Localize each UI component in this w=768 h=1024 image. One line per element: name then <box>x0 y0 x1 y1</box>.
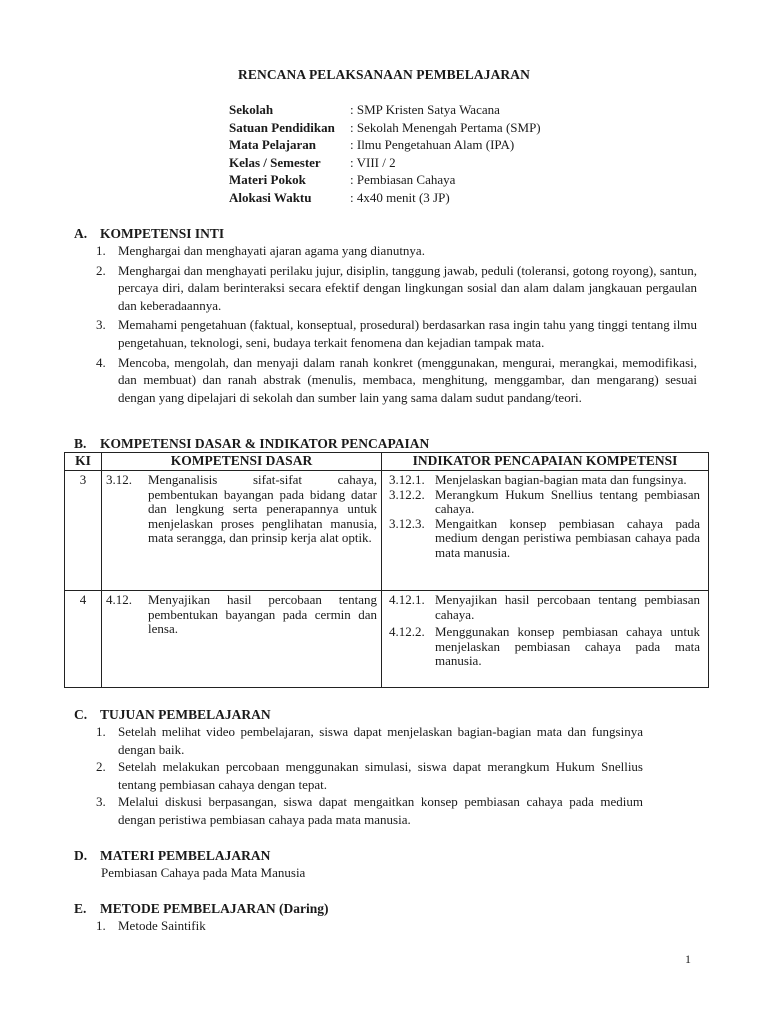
list-number: 2. <box>96 759 106 775</box>
section-title: KOMPETENSI DASAR & INDIKATOR PENCAPAIAN <box>100 436 430 451</box>
list-text: Memahami pengetahuan (faktual, konseptual, prosedural) berdasarkan rasa ingin tahu yang tinggi tentang ilmu pengetahuan, teknologi, seni, budaya terkait fenomena dan kejadian tampak mata. <box>118 317 697 350</box>
list-item <box>96 758 643 793</box>
page-number: 1 <box>685 952 691 966</box>
list-number: 1. <box>96 724 106 739</box>
list-text: Setelah melakukan percobaan menggunakan simulasi, siswa dapat merangkum Hukum Snellius tentang pembiasan cahaya dengan tepat. <box>118 759 643 792</box>
tujuan-list <box>96 723 643 829</box>
section-letter: A. <box>74 226 88 241</box>
column-header-ki: KI <box>65 453 102 471</box>
list-item <box>96 316 697 351</box>
ipk-cell <box>382 591 709 688</box>
identity-value: : Pembiasan Cahaya <box>350 172 456 188</box>
identity-row <box>229 119 541 137</box>
identity-value: : Sekolah Menengah Pertama (SMP) <box>350 119 541 135</box>
ipk-cell <box>382 471 709 591</box>
list-text: Menghargai dan menghayati ajaran agama yang dianutnya. <box>118 243 425 258</box>
identity-value: : VIII / 2 <box>350 154 396 170</box>
table-row <box>65 591 709 688</box>
list-item <box>96 242 697 260</box>
list-item <box>96 262 697 315</box>
list-item <box>96 354 697 407</box>
section-d-heading <box>74 847 270 865</box>
kd-cell <box>102 591 382 688</box>
identity-value: : SMP Kristen Satya Wacana <box>350 102 500 117</box>
ipk-code: 3.12.2. <box>389 486 425 502</box>
list-number: 2. <box>96 262 106 278</box>
section-letter: C. <box>74 707 88 722</box>
ipk-item <box>389 473 700 488</box>
list-item <box>96 793 643 828</box>
section-letter: B. <box>74 436 87 451</box>
ipk-item <box>389 517 700 561</box>
metode-list <box>96 917 496 935</box>
ipk-text: Menjelaskan bagian-bagian mata dan fungsinya. <box>435 472 687 487</box>
section-letter: E. <box>74 901 87 916</box>
list-text: Menghargai dan menghayati perilaku jujur, disiplin, tanggung jawab, peduli (toleransi, gotong royong), santun, percaya diri, dalam berinteraksi secara efektif dengan lingkungan sosial dan alam dalam jangkauan pergaulan dan keberadaannya. <box>118 262 697 313</box>
section-title: KOMPETENSI INTI <box>100 226 225 241</box>
section-letter: D. <box>74 848 88 863</box>
ipk-text: Menyajikan hasil percobaan tentang pembiasan cahaya. <box>435 592 700 622</box>
section-e-heading <box>74 900 329 918</box>
identity-label: Satuan Pendidikan <box>229 119 335 135</box>
column-header-ipk: INDIKATOR PENCAPAIAN KOMPETENSI <box>382 453 709 471</box>
list-number: 1. <box>96 243 106 258</box>
ipk-text: Menggunakan konsep pembiasan cahaya untuk menjelaskan pembiasan cahaya pada mata manusia. <box>435 624 700 669</box>
identity-row <box>229 154 541 172</box>
list-text: Setelah melihat video pembelajaran, siswa dapat menjelaskan bagian-bagian mata dan fungsinya dengan baik. <box>118 724 643 757</box>
document-title: RENCANA PELAKSANAAN PEMBELAJARAN <box>238 67 530 82</box>
materi-text: Pembiasan Cahaya pada Mata Manusia <box>101 865 306 880</box>
table-row <box>65 471 709 591</box>
ipk-code: 3.12.1. <box>389 472 425 487</box>
kd-text: Menganalisis sifat-sifat cahaya, pembentukan bayangan pada bidang datar dan lengkung serta penerapannya untuk menjelaskan proses penglihatan manusia, mata serangga, dan prinsip kerja alat optik. <box>148 472 377 546</box>
kompetensi-inti-list <box>96 242 697 406</box>
identity-label: Materi Pokok <box>229 172 306 188</box>
ipk-text: Merangkum Hukum Snellius tentang pembiasan cahaya. <box>435 486 700 517</box>
ki-cell: 4 <box>65 591 102 688</box>
section-b-heading <box>74 435 429 453</box>
ipk-code: 4.12.1. <box>389 592 425 607</box>
kd-code: 3.12. <box>106 472 132 487</box>
ki-cell: 3 <box>65 471 102 591</box>
list-text: Mencoba, mengolah, dan menyaji dalam ranah konkret (menggunakan, mengurai, merangkai, memodifikasi, dan membuat) dan ranah abstrak (menulis, membaca, menghitung, menggambar, dan mengarang) sesuai dengan yang dipelajari di sekolah dan sumber lain yang sama dalam sudut pandang/teori. <box>118 354 697 405</box>
section-c-heading <box>74 706 271 724</box>
ipk-item <box>389 625 700 669</box>
list-item <box>96 723 643 758</box>
ipk-item <box>389 593 700 622</box>
kd-code: 4.12. <box>106 592 132 607</box>
section-a-heading <box>74 225 224 243</box>
list-text: Metode Saintifik <box>118 918 206 933</box>
identity-row <box>229 171 541 189</box>
ipk-item <box>389 488 700 517</box>
list-number: 3. <box>96 317 106 333</box>
ipk-text: Mengaitkan konsep pembiasan cahaya pada medium dengan peristiwa pembiasan cahaya pada mata manusia. <box>435 515 700 560</box>
ipk-code: 3.12.3. <box>389 515 425 531</box>
ipk-code: 4.12.2. <box>389 624 425 640</box>
list-number: 3. <box>96 794 106 810</box>
section-title: METODE PEMBELAJARAN (Daring) <box>100 901 329 916</box>
list-number: 4. <box>96 354 106 370</box>
list-number: 1. <box>96 918 106 933</box>
identity-block <box>229 101 541 207</box>
identity-label: Mata Pelajaran <box>229 137 317 153</box>
identity-row <box>229 101 541 119</box>
table-header-row <box>65 453 709 471</box>
identity-row <box>229 189 541 207</box>
kd-text: Menyajikan hasil percobaan tentang pembentukan bayangan pada cermin dan lensa. <box>148 592 377 637</box>
identity-label: Alokasi Waktu <box>229 189 312 205</box>
section-title: MATERI PEMBELAJARAN <box>100 848 271 863</box>
section-title: TUJUAN PEMBELAJARAN <box>100 707 271 722</box>
column-header-kd: KOMPETENSI DASAR <box>102 453 382 471</box>
identity-value: : Ilmu Pengetahuan Alam (IPA) <box>350 137 515 153</box>
list-text: Melalui diskusi berpasangan, siswa dapat mengaitkan konsep pembiasan cahaya pada medium dengan peristiwa pembiasan cahaya pada mata manusia. <box>118 794 643 827</box>
kompetensi-table <box>64 452 709 688</box>
identity-row <box>229 136 541 154</box>
identity-value: : 4x40 menit (3 JP) <box>350 189 450 205</box>
identity-label: Sekolah <box>229 102 274 117</box>
identity-label: Kelas / Semester <box>229 154 321 170</box>
kd-cell <box>102 471 382 591</box>
list-item <box>96 917 496 935</box>
